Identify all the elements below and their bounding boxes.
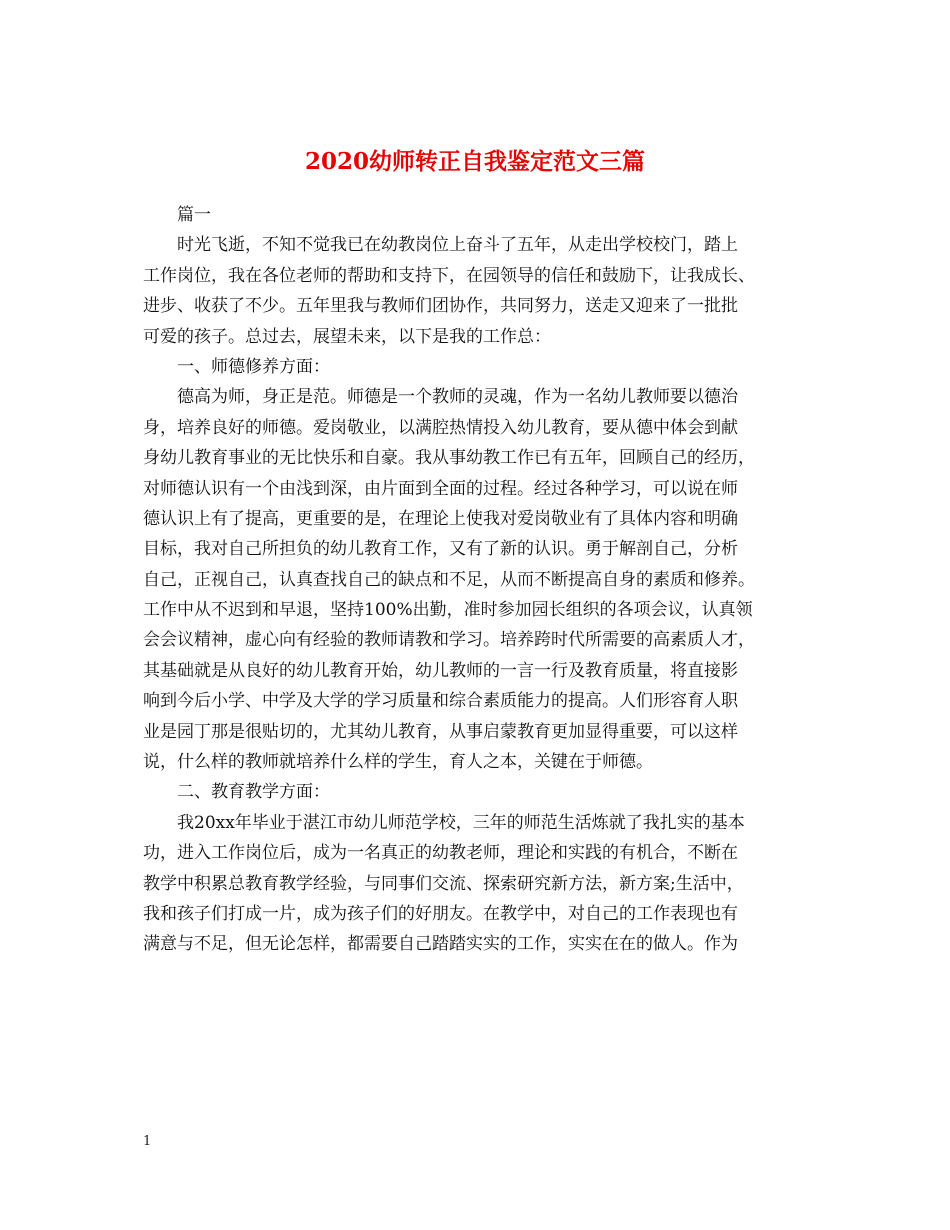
body-line: 德认识上有了提高，更重要的是，在理论上使我对爱岗敬业有了具体内容和明确 [143,508,738,529]
body-line: 对师德认识有一个由浅到深，由片面到全面的过程。经过各种学习，可以说在师 [143,478,738,499]
body-line: 时光飞逝，不知不觉我已在幼教岗位上奋斗了五年，从走出学校校门，踏上 [177,235,738,256]
body-line: 德高为师，身正是范。师德是一个教师的灵魂，作为一名幼儿教师要以德治 [177,387,738,408]
body-line: 我和孩子们打成一片，成为孩子们的好朋友。在教学中，对自己的工作表现也有 [143,903,738,924]
body-line: 可爱的孩子。总过去，展望未来，以下是我的工作总： [143,326,551,347]
body-line: 会会议精神，虚心向有经验的教师请教和学习。培养跨时代所需要的高素质人才， [143,630,755,651]
body-line: 响到今后小学、中学及大学的学习质量和综合素质能力的提高。人们形容育人职 [143,691,738,712]
body-line: 教学中积累总教育教学经验，与同事们交流、探索研究新方法，新方案;生活中， [143,873,744,894]
section-heading-part-one: 篇一 [177,205,211,225]
body-line: 工作岗位，我在各位老师的帮助和支持下，在园领导的信任和鼓励下，让我成长、 [143,265,755,286]
body-line: 功，进入工作岗位后，成为一名真正的幼教老师，理论和实践的有机合，不断在 [143,843,738,864]
body-line: 满意与不足，但无论怎样，都需要自己踏踏实实的工作，实实在在的做人。作为 [143,934,738,955]
body-line: 身，培养良好的师德。爱岗敬业，以满腔热情投入幼儿教育，要从德中体会到献 [143,417,738,438]
document-body [143,200,833,960]
body-line: 我20xx年毕业于湛江市幼儿师范学校，三年的师范生活炼就了我扎实的基本 [177,812,745,833]
body-line: 身幼儿教育事业的无比快乐和自豪。我从事幼教工作已有五年，回顾自己的经历， [143,448,755,469]
body-line: 业是园丁那是很贴切的，尤其幼儿教育，从事启蒙教育更加显得重要，可以这样 [143,721,738,742]
section-heading-teaching: 二、教育教学方面： [177,782,330,803]
body-line: 进步、收获了不少。五年里我与教师们团协作，共同努力，送走又迎来了一批批 [143,296,738,317]
body-line: 工作中从不迟到和早退，坚持100%出勤，准时参加园长组织的各项会议，认真领 [143,600,753,621]
body-line: 自己，正视自己，认真查找自己的缺点和不足，从而不断提高自身的素质和修养。 [143,569,755,590]
page-number: 1 [143,1134,152,1149]
document-title: 2020幼师转正自我鉴定范文三篇 [304,148,645,176]
body-line: 其基础就是从良好的幼儿教育开始，幼儿教师的一言一行及教育质量，将直接影 [143,660,738,681]
section-heading-ethics: 一、师德修养方面： [177,356,330,377]
body-line: 目标，我对自己所担负的幼儿教育工作，又有了新的认识。勇于解剖自己，分析 [143,539,738,560]
body-line: 说，什么样的教师就培养什么样的学生，育人之本，关键在于师德。 [143,752,653,773]
